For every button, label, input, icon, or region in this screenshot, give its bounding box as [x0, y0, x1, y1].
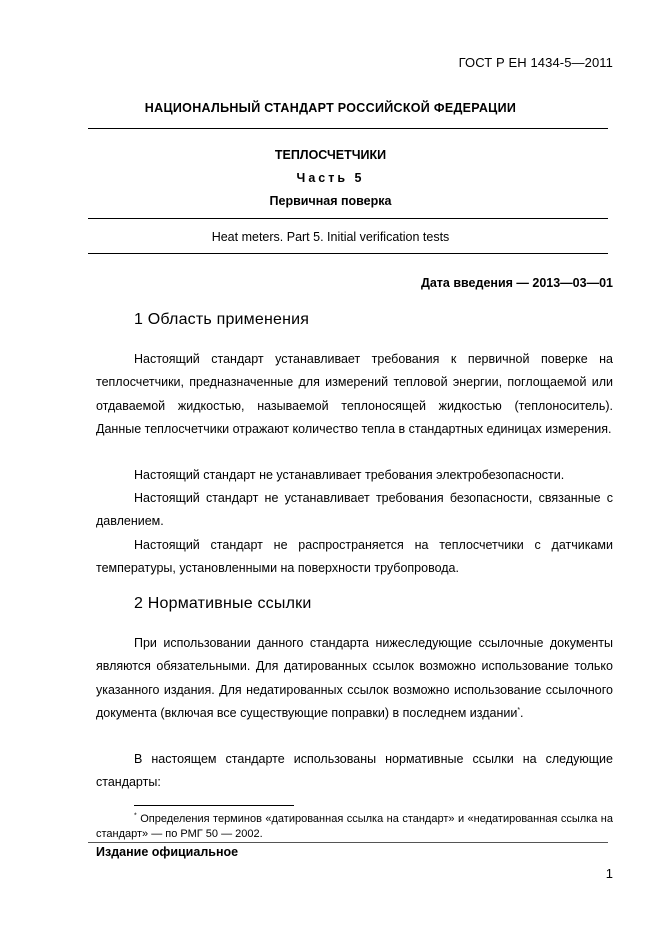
section-2-paragraph-2: В настоящем стандарте использованы нормативные ссылки на следующие стандарты: [96, 752, 613, 790]
subtitle: Первичная поверка [269, 194, 392, 208]
footnote: * Определения терминов «датированная ссылка на стандарт» и «недатированная ссылка на стандарт» — по РМГ 50 — 2002. [96, 812, 613, 840]
section-1-paragraph-4: Настоящий стандарт не распространяется на теплосчетчики с датчиками температуры, установленными на поверхности трубопровода. [96, 538, 613, 576]
section-2-paragraph-1: При использовании данного стандарта нижеследующие ссылочные документы являются обязательными. Для датированных ссылок возможно использование только указанного издания. Для недатированных ссылок возможно использование ссылочного документа (включая все существующие поправки) в последнем издании*. [96, 636, 613, 720]
part-title: Часть 5 [296, 171, 365, 185]
edition-rule [88, 842, 608, 843]
section-1-heading: 1 Область применения [134, 311, 310, 328]
section-1-paragraph-3: Настоящий стандарт не устанавливает требования безопасности, связанные с давлением. [96, 491, 613, 529]
section-2-heading: 2 Нормативные ссылки [134, 595, 312, 612]
title-rule-middle [88, 218, 608, 219]
title-rule-top [88, 128, 608, 129]
page-number: 1 [605, 866, 613, 881]
title-rule-bottom [88, 253, 608, 254]
english-title: Heat meters. Part 5. Initial verification tests [211, 230, 450, 244]
introduction-date: Дата введения — 2013—03—01 [420, 276, 613, 290]
footnote-rule [134, 805, 294, 806]
section-1-paragraph-1: Настоящий стандарт устанавливает требования к первичной поверке на теплосчетчики, предназначенные для измерений тепловой энергии, поглощаемой или отдаваемой жидкостью, называемой теплоносящей жидкостью (теплоноситель). Данные теплосчетчики отражают количество тепла в стандартных единицах измерения. [96, 352, 613, 436]
section-1-paragraph-2: Настоящий стандарт не устанавливает требования электробезопасности. [134, 468, 565, 482]
footnote-marker: * [517, 706, 521, 714]
edition-label: Издание официальное [96, 845, 239, 859]
standard-title: НАЦИОНАЛЬНЫЙ СТАНДАРТ РОССИЙСКОЙ ФЕДЕРАЦИИ [144, 101, 517, 115]
main-title: ТЕПЛОСЧЕТЧИКИ [274, 148, 387, 162]
document-code: ГОСТ Р ЕН 1434-5—2011 [458, 55, 613, 70]
